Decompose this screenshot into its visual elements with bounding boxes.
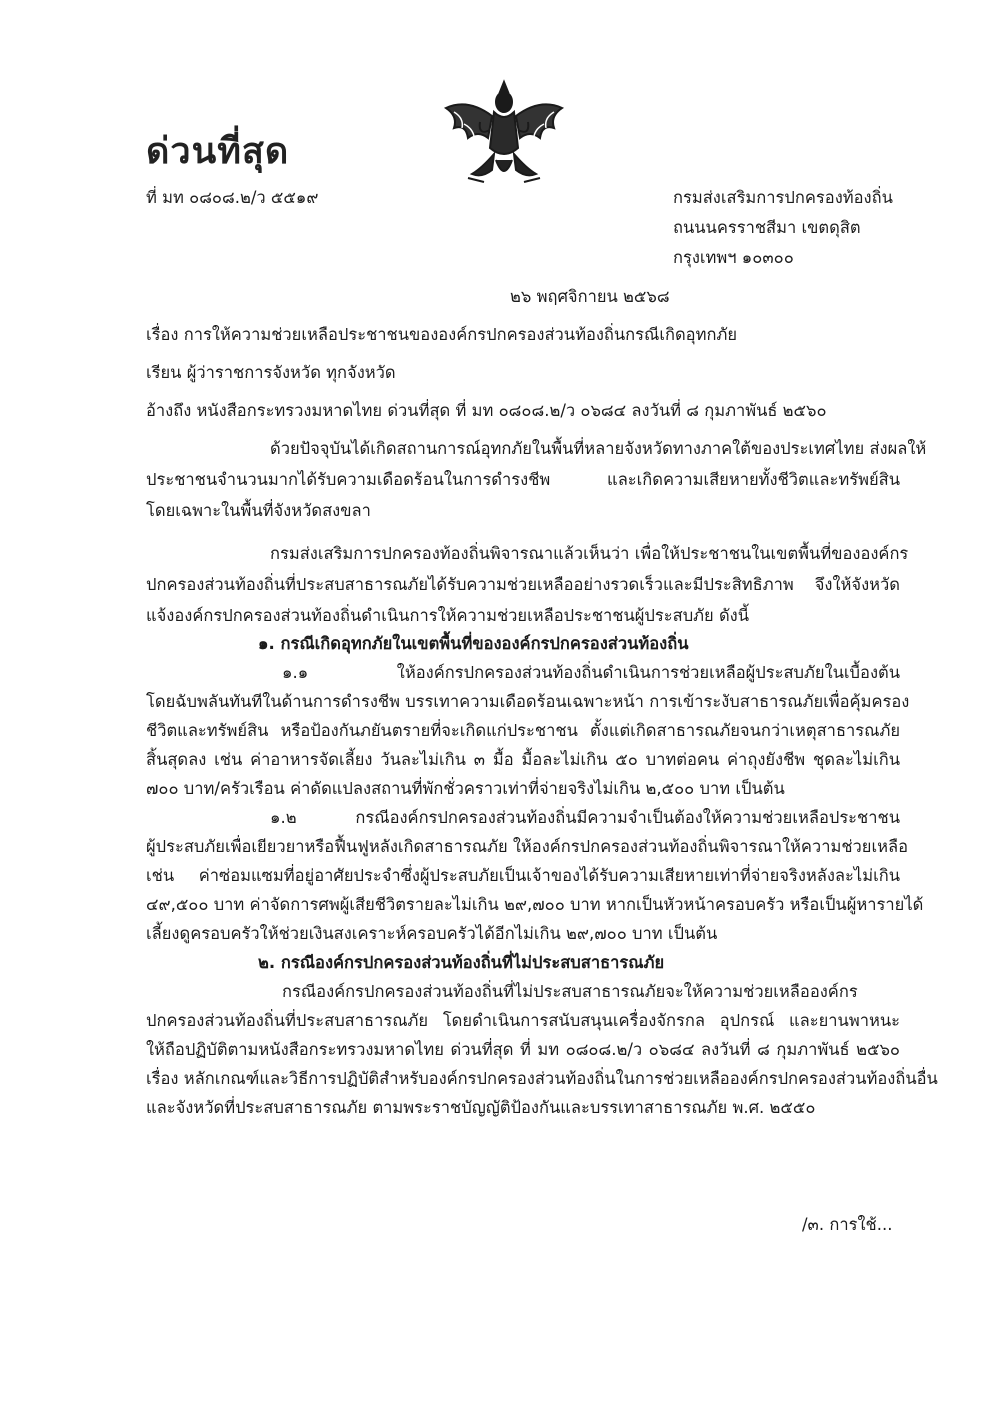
continued-marker: /๓. การใช้... bbox=[802, 1215, 893, 1234]
paragraph-line: ๔๙,๕๐๐ บาท ค่าจัดการศพผู้เสียชีวิตรายละไม่เกิน ๒๙,๗๐๐ บาท หากเป็นหัวหน้าครอบครัว หรือเป็นผู้หารายได้ bbox=[146, 895, 924, 914]
paragraph-line: โดยเฉพาะในพื้นที่จังหวัดสงขลา bbox=[146, 501, 371, 520]
paragraph-line: แจ้งองค์กรปกครองส่วนท้องถิ่นดำเนินการให้ความช่วยเหลือประชาชนผู้ประสบภัย ดังนี้ bbox=[146, 606, 750, 625]
paragraph-line: เลี้ยงดูครอบครัวให้ช่วยเงินสงเคราะห์ครอบครัวได้อีกไม่เกิน ๒๙,๗๐๐ บาท เป็นต้น bbox=[146, 924, 718, 943]
paragraph-line: ๗๐๐ บาท/ครัวเรือน ค่าดัดแปลงสถานที่พักชั่วคราวเท่าที่จ่ายจริงไม่เกิน ๒,๕๐๐ บาท เป็นต้น bbox=[146, 779, 785, 798]
paragraph-line: กรณีองค์กรปกครองส่วนท้องถิ่นที่ไม่ประสบสาธารณภัยจะให้ความช่วยเหลือองค์กร bbox=[282, 982, 858, 1001]
paragraph-line: ๑.๑ ให้องค์กรปกครองส่วนท้องถิ่นดำเนินการช่วยเหลือผู้ประสบภัยในเบื้องต้น bbox=[282, 663, 900, 682]
document-date: ๒๖ พฤศจิกายน ๒๕๖๘ bbox=[510, 287, 670, 306]
paragraph-line: กรมส่งเสริมการปกครองท้องถิ่นพิจารณาแล้วเห็นว่า เพื่อให้ประชาชนในเขตพื้นที่ขององค์กร bbox=[270, 544, 909, 563]
subject-line: เรื่อง การให้ความช่วยเหลือประชาชนขององค์กรปกครองส่วนท้องถิ่นกรณีเกิดอุทกภัย bbox=[146, 325, 738, 344]
paragraph-line: ประชาชนจำนวนมากได้รับความเดือดร้อนในการดำรงชีพ และเกิดความเสียหายทั้งชีวิตและทรัพย์สิน bbox=[146, 470, 900, 489]
paragraph-line: สิ้นสุดลง เช่น ค่าอาหารจัดเลี้ยง วันละไม่เกิน ๓ มื้อ มื้อละไม่เกิน ๕๐ บาทต่อคน ค่าถุงยังชีพ ชุดละไม่เกิน bbox=[146, 750, 900, 769]
paragraph-line: ปกครองส่วนท้องถิ่นที่ประสบสาธารณภัยได้รับความช่วยเหลืออย่างรวดเร็วและมีประสิทธิภาพ จึงให้จังหวัด bbox=[146, 575, 900, 594]
paragraph-line: ด้วยปัจจุบันได้เกิดสถานการณ์อุทกภัยในพื้นที่หลายจังหวัดทางภาคใต้ของประเทศไทย ส่งผลให้ bbox=[270, 439, 927, 458]
paragraph-line: ชีวิตและทรัพย์สิน หรือป้องกันภยันตรายที่จะเกิดแก่ประชาชน ตั้งแต่เกิดสาธารณภัยจนกว่าเหตุสาธารณภัย bbox=[146, 721, 900, 740]
sender-address-line1: กรมส่งเสริมการปกครองท้องถิ่น bbox=[673, 188, 893, 207]
paragraph-line: ให้ถือปฏิบัติตามหนังสือกระทรวงมหาดไทย ด่วนที่สุด ที่ มท ๐๘๐๘.๒/ว ๐๖๘๔ ลงวันที่ ๘ กุมภาพันธ์ ๒๕๖๐ bbox=[146, 1040, 900, 1059]
garuda-emblem-icon bbox=[438, 78, 570, 198]
sender-address-line2: ถนนนครราชสีมา เขตดุสิต bbox=[673, 218, 861, 237]
paragraph-line: ผู้ประสบภัยเพื่อเยียวยาหรือฟื้นฟูหลังเกิดสาธารณภัย ให้องค์กรปกครองส่วนท้องถิ่นพิจารณาให้ความช่วยเหลือ bbox=[146, 837, 909, 856]
paragraph-line: โดยฉับพลันทันทีในด้านการดำรงชีพ บรรเทาความเดือดร้อนเฉพาะหน้า การเข้าระงับสาธารณภัยเพื่อคุ้มครอง bbox=[146, 692, 910, 711]
section-heading-1: ๑. กรณีเกิดอุทกภัยในเขตพื้นที่ขององค์กรปกครองส่วนท้องถิ่น bbox=[258, 634, 689, 653]
paragraph-line: และจังหวัดที่ประสบสาธารณภัย ตามพระราชบัญญัติป้องกันและบรรเทาสาธารณภัย พ.ศ. ๒๕๕๐ bbox=[146, 1098, 816, 1117]
reference-line: อ้างถึง หนังสือกระทรวงมหาดไทย ด่วนที่สุด ที่ มท ๐๘๐๘.๒/ว ๐๖๘๔ ลงวันที่ ๘ กุมภาพันธ์ ๒๕๖๐ bbox=[146, 401, 827, 420]
paragraph-line: ปกครองส่วนท้องถิ่นที่ประสบสาธารณภัย โดยดำเนินการสนับสนุนเครื่องจักรกล อุปกรณ์ และยานพาหนะ bbox=[146, 1011, 900, 1030]
recipient-line: เรียน ผู้ว่าราชการจังหวัด ทุกจังหวัด bbox=[146, 363, 396, 382]
section-heading-2: ๒. กรณีองค์กรปกครองส่วนท้องถิ่นที่ไม่ประสบสาธารณภัย bbox=[258, 953, 665, 972]
paragraph-line: เช่น ค่าซ่อมแซมที่อยู่อาศัยประจำซึ่งผู้ประสบภัยเป็นเจ้าของได้รับความเสียหายเท่าที่จ่ายจริงหลังละไม่เกิน bbox=[146, 866, 900, 885]
sender-address-line3: กรุงเทพฯ ๑๐๓๐๐ bbox=[673, 248, 794, 267]
reference-number: ที่ มท ๐๘๐๘.๒/ว ๕๕๑๙ bbox=[146, 188, 319, 207]
paragraph-line: เรื่อง หลักเกณฑ์และวิธีการปฏิบัติสำหรับองค์กรปกครองส่วนท้องถิ่นในการช่วยเหลือองค์กรปกครองส่วนท้องถิ่นอื่น bbox=[146, 1069, 938, 1088]
urgency-stamp: ด่วนที่สุด bbox=[146, 131, 290, 172]
paragraph-line: ๑.๒ กรณีองค์กรปกครองส่วนท้องถิ่นมีความจำเป็นต้องให้ความช่วยเหลือประชาชน bbox=[270, 808, 900, 827]
